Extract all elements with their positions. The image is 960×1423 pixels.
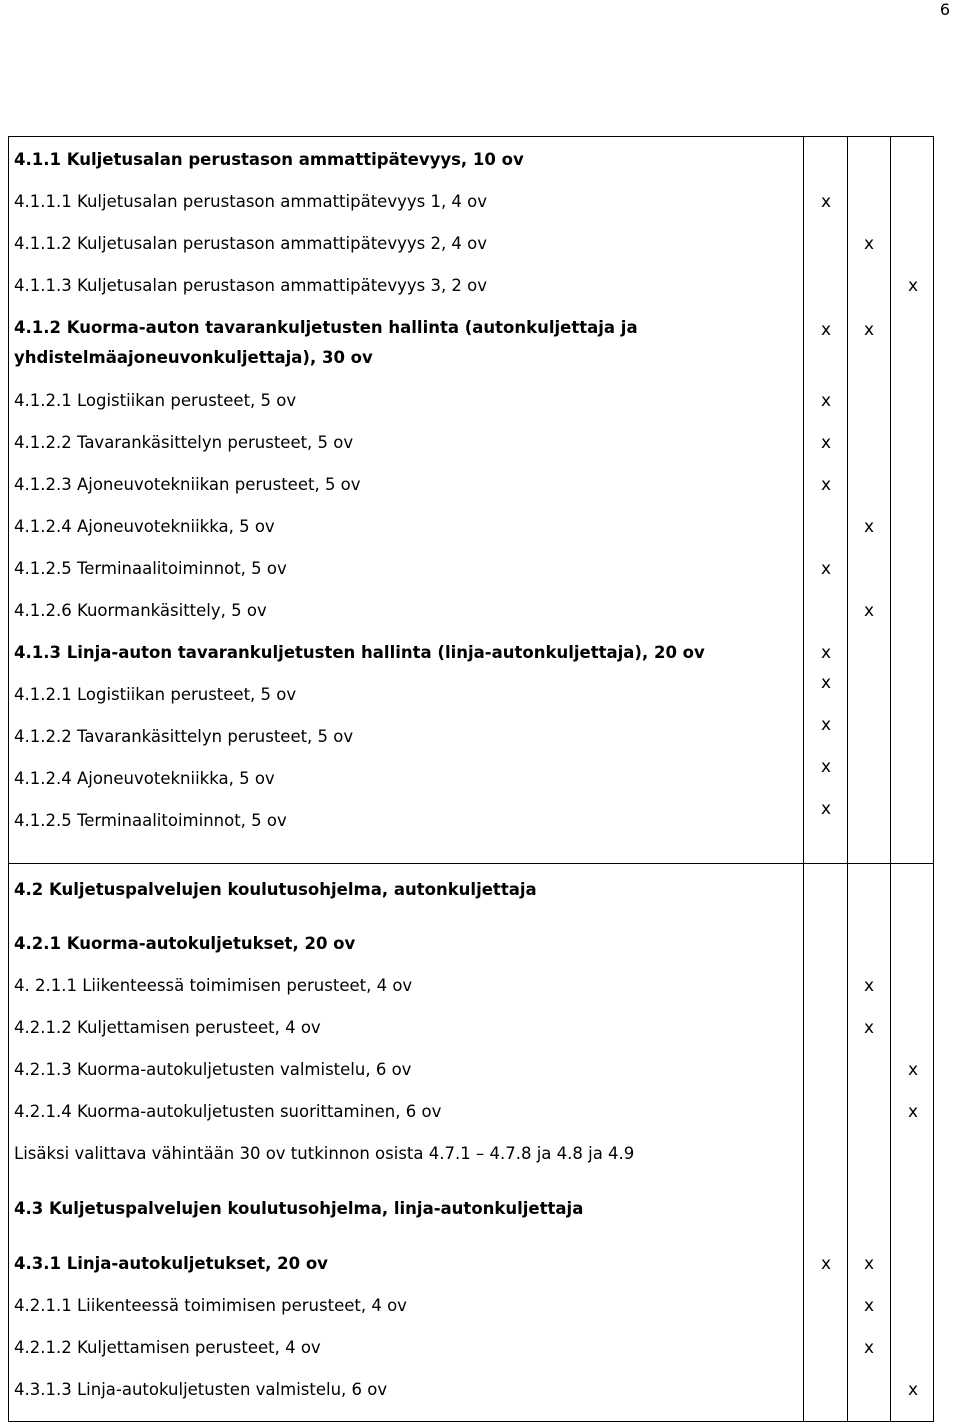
- row-label: yhdistelmäajoneuvonkuljettaja), 30 ov: [14, 348, 373, 367]
- row-label: 4.2 Kuljetuspalvelujen koulutusohjelma, autonkuljettaja: [14, 880, 537, 899]
- check-mark: x: [907, 1060, 919, 1080]
- check-mark: x: [820, 1254, 832, 1274]
- row-label: 4.3.1.3 Linja-autokuljetusten valmistelu, 6 ov: [14, 1380, 388, 1399]
- row-label: 4.1.3 Linja-auton tavarankuljetusten hallinta (linja-autonkuljettaja), 20 ov: [14, 643, 705, 662]
- row-label: 4.3.1 Linja-autokuljetukset, 20 ov: [14, 1254, 328, 1273]
- row-label: 4.1.2.2 Tavarankäsittelyn perusteet, 5 ov: [14, 433, 354, 452]
- check-mark: x: [863, 517, 875, 537]
- row-label: 4.1.1 Kuljetusalan perustason ammattipätevyys, 10 ov: [14, 150, 524, 169]
- check-mark: x: [820, 391, 832, 411]
- row-label: 4.1.1.2 Kuljetusalan perustason ammattipätevyys 2, 4 ov: [14, 234, 488, 253]
- row-label: 4.1.2.5 Terminaalitoiminnot, 5 ov: [14, 559, 287, 578]
- check-mark: x: [907, 276, 919, 296]
- row-label: 4.2.1.1 Liikenteessä toimimisen perusteet, 4 ov: [14, 1296, 407, 1315]
- row-label: 4.2.1 Kuorma-autokuljetukset, 20 ov: [14, 934, 356, 953]
- check-mark: x: [863, 976, 875, 996]
- check-mark: x: [820, 673, 832, 693]
- row-label: 4.1.2.5 Terminaalitoiminnot, 5 ov: [14, 811, 287, 830]
- check-mark: x: [863, 1338, 875, 1358]
- row-label: Lisäksi valittava vähintään 30 ov tutkinnon osista 4.7.1 – 4.7.8 ja 4.8 ja 4.9: [14, 1144, 635, 1163]
- check-mark: x: [820, 320, 832, 340]
- check-mark: x: [863, 601, 875, 621]
- row-label: 4.1.2.1 Logistiikan perusteet, 5 ov: [14, 685, 297, 704]
- qualification-table: [8, 136, 934, 1422]
- row-label: 4.1.2.3 Ajoneuvotekniikan perusteet, 5 ov: [14, 475, 361, 494]
- check-mark: x: [820, 192, 832, 212]
- row-label: 4.1.2.6 Kuormankäsittely, 5 ov: [14, 601, 267, 620]
- check-mark: x: [820, 433, 832, 453]
- row-label: 4.2.1.2 Kuljettamisen perusteet, 4 ov: [14, 1018, 321, 1037]
- check-mark: x: [820, 475, 832, 495]
- check-mark: x: [907, 1380, 919, 1400]
- row-label: 4. 2.1.1 Liikenteessä toimimisen perusteet, 4 ov: [14, 976, 413, 995]
- page-number: 6: [939, 0, 950, 19]
- check-mark: x: [820, 643, 832, 663]
- row-label: 4.3 Kuljetuspalvelujen koulutusohjelma, linja-autonkuljettaja: [14, 1199, 584, 1218]
- check-mark: x: [863, 234, 875, 254]
- row-label: 4.1.1.3 Kuljetusalan perustason ammattipätevyys 3, 2 ov: [14, 276, 488, 295]
- check-mark: x: [820, 799, 832, 819]
- row-label: 4.2.1.3 Kuorma-autokuljetusten valmistelu, 6 ov: [14, 1060, 412, 1079]
- check-mark: x: [863, 1018, 875, 1038]
- check-mark: x: [820, 715, 832, 735]
- check-mark: x: [907, 1102, 919, 1122]
- row-label: 4.1.2.4 Ajoneuvotekniikka, 5 ov: [14, 517, 275, 536]
- check-mark: x: [820, 757, 832, 777]
- check-mark: x: [863, 1296, 875, 1316]
- row-label: 4.2.1.2 Kuljettamisen perusteet, 4 ov: [14, 1338, 321, 1357]
- row-label: 4.1.2.2 Tavarankäsittelyn perusteet, 5 ov: [14, 727, 354, 746]
- check-mark: x: [820, 559, 832, 579]
- row-label: 4.1.2.1 Logistiikan perusteet, 5 ov: [14, 391, 297, 410]
- check-mark: x: [863, 1254, 875, 1274]
- row-label: 4.1.1.1 Kuljetusalan perustason ammattipätevyys 1, 4 ov: [14, 192, 488, 211]
- row-label: 4.1.2 Kuorma-auton tavarankuljetusten hallinta (autonkuljettaja ja: [14, 318, 638, 337]
- row-label: 4.1.2.4 Ajoneuvotekniikka, 5 ov: [14, 769, 275, 788]
- check-mark: x: [863, 320, 875, 340]
- row-label: 4.2.1.4 Kuorma-autokuljetusten suorittaminen, 6 ov: [14, 1102, 442, 1121]
